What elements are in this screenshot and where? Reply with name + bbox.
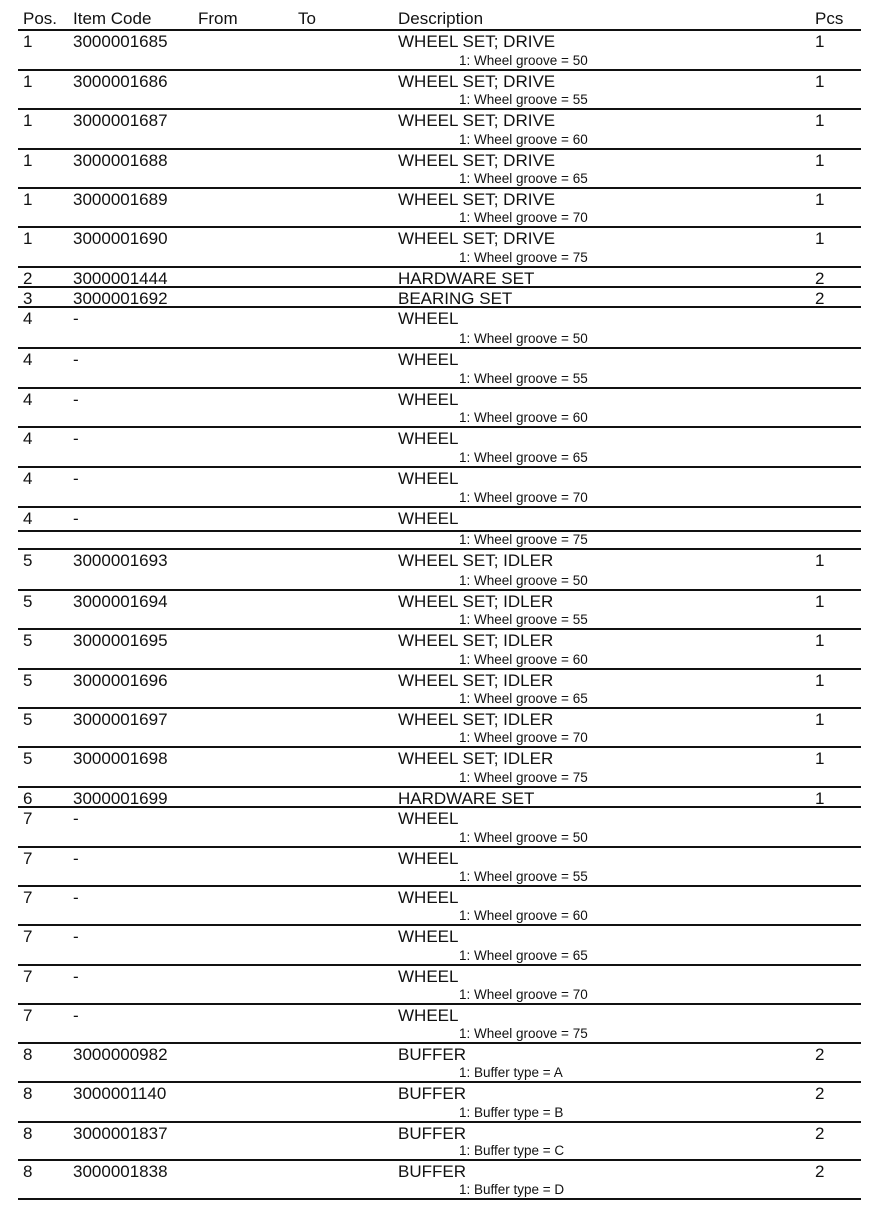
row-pos: 1: [23, 32, 33, 51]
row-item-code: -: [73, 309, 79, 328]
table-row: [18, 189, 861, 228]
table-row: [18, 630, 861, 670]
row-item-code: 3000001688: [73, 151, 168, 170]
row-item-code: 3000001689: [73, 190, 168, 209]
row-description: WHEEL SET; DRIVE: [398, 151, 556, 170]
table-row: [18, 550, 861, 591]
table-row: [18, 1161, 861, 1200]
table-row: [18, 349, 861, 389]
row-pos: 5: [23, 710, 33, 729]
row-attribute: 1: Wheel groove = 65: [459, 171, 588, 186]
table-row: [18, 468, 861, 508]
row-item-code: 3000001838: [73, 1162, 168, 1181]
row-description: WHEEL: [398, 390, 459, 409]
row-attribute: 1: Wheel groove = 55: [459, 371, 588, 386]
row-pcs: 1: [815, 631, 825, 650]
row-description: WHEEL SET; IDLER: [398, 671, 554, 690]
row-description: WHEEL: [398, 350, 459, 369]
table-row: [18, 1005, 861, 1044]
table-row: [18, 508, 861, 532]
row-pos: 7: [23, 927, 33, 946]
row-pcs: 1: [815, 592, 825, 611]
row-description: WHEEL SET; DRIVE: [398, 72, 556, 91]
row-description: WHEEL SET; DRIVE: [398, 111, 556, 130]
col-from-header: From: [198, 9, 238, 28]
row-description: WHEEL SET; DRIVE: [398, 229, 556, 248]
row-pos: 8: [23, 1162, 33, 1181]
row-pos: 5: [23, 671, 33, 690]
row-attribute: 1: Buffer type = D: [459, 1182, 565, 1197]
row-description: BUFFER: [398, 1124, 466, 1143]
row-item-code: -: [73, 469, 79, 488]
row-pos: 6: [23, 789, 33, 808]
row-description: BEARING SET: [398, 289, 513, 308]
table-row: [18, 1123, 861, 1161]
row-pos: 4: [23, 309, 33, 328]
row-pos: 7: [23, 888, 33, 907]
row-pcs: 1: [815, 111, 825, 130]
table-row: [18, 748, 861, 788]
row-item-code: 3000001699: [73, 789, 168, 808]
row-attribute: 1: Wheel groove = 55: [459, 869, 588, 884]
row-attribute: 1: Wheel groove = 60: [459, 410, 588, 425]
row-pcs: 1: [815, 151, 825, 170]
table-row: [18, 788, 861, 808]
row-description: WHEEL: [398, 509, 459, 528]
row-item-code: -: [73, 849, 79, 868]
row-pcs: 2: [815, 1045, 825, 1064]
row-item-code: -: [73, 927, 79, 946]
row-item-code: 3000001690: [73, 229, 168, 248]
row-pcs: 2: [815, 289, 825, 308]
row-attribute: 1: Wheel groove = 75: [459, 250, 588, 265]
row-attribute: 1: Wheel groove = 50: [459, 830, 588, 845]
table-row: [18, 110, 861, 150]
table-row: [18, 428, 861, 468]
row-pos: 1: [23, 229, 33, 248]
row-item-code: 3000001697: [73, 710, 168, 729]
row-pos: 1: [23, 151, 33, 170]
table-row: [18, 268, 861, 288]
row-attribute: 1: Wheel groove = 65: [459, 948, 588, 963]
row-attribute: 1: Wheel groove = 50: [459, 573, 588, 588]
table-row: [18, 1083, 861, 1123]
table-row: [18, 150, 861, 189]
row-item-code: -: [73, 390, 79, 409]
row-pos: 4: [23, 509, 33, 528]
row-attribute: 1: Wheel groove = 65: [459, 450, 588, 465]
row-description: WHEEL: [398, 849, 459, 868]
row-attribute: 1: Wheel groove = 65: [459, 691, 588, 706]
row-pos: 7: [23, 1006, 33, 1025]
row-description: WHEEL SET; IDLER: [398, 710, 554, 729]
col-to-header: To: [298, 9, 316, 28]
row-item-code: -: [73, 350, 79, 369]
row-pcs: 1: [815, 710, 825, 729]
row-pos: 8: [23, 1084, 33, 1103]
row-pcs: 2: [815, 1162, 825, 1181]
row-item-code: -: [73, 509, 79, 528]
col-description-header: Description: [398, 9, 484, 28]
row-pos: 5: [23, 592, 33, 611]
table-row: [18, 808, 861, 848]
table-row: [18, 670, 861, 709]
col-pos-header: Pos.: [23, 9, 58, 28]
table-row: [18, 887, 861, 926]
table-row: [18, 308, 861, 349]
row-pcs: 1: [815, 32, 825, 51]
row-pcs: 1: [815, 551, 825, 570]
row-attribute: 1: Wheel groove = 60: [459, 132, 588, 147]
row-pos: 8: [23, 1045, 33, 1064]
row-item-code: 3000001140: [73, 1084, 167, 1103]
col-pcs-header: Pcs: [815, 9, 844, 28]
row-description: WHEEL SET; IDLER: [398, 749, 554, 768]
table-row: [18, 1044, 861, 1083]
table-row: [18, 532, 861, 550]
row-pos: 5: [23, 551, 33, 570]
row-pos: 4: [23, 429, 33, 448]
row-item-code: 3000000982: [73, 1045, 168, 1064]
row-item-code: 3000001685: [73, 32, 168, 51]
row-description: WHEEL SET; DRIVE: [398, 190, 556, 209]
row-description: WHEEL: [398, 1006, 459, 1025]
row-attribute: 1: Wheel groove = 70: [459, 730, 588, 745]
row-description: HARDWARE SET: [398, 269, 535, 288]
row-attribute: 1: Wheel groove = 55: [459, 92, 588, 107]
row-item-code: 3000001693: [73, 551, 168, 570]
row-item-code: -: [73, 888, 79, 907]
row-pos: 1: [23, 111, 33, 130]
row-item-code: -: [73, 429, 79, 448]
table-row: [18, 926, 861, 966]
row-pos: 5: [23, 631, 33, 650]
row-item-code: 3000001686: [73, 72, 168, 91]
table-row: [18, 71, 861, 110]
row-pos: 1: [23, 190, 33, 209]
row-description: WHEEL SET; IDLER: [398, 592, 554, 611]
row-description: WHEEL: [398, 429, 459, 448]
row-pos: 8: [23, 1124, 33, 1143]
row-description: WHEEL: [398, 888, 459, 907]
row-pcs: 1: [815, 671, 825, 690]
row-item-code: 3000001444: [73, 269, 168, 288]
row-attribute: 1: Buffer type = C: [459, 1143, 565, 1158]
row-description: WHEEL: [398, 927, 459, 946]
row-pcs: 2: [815, 1084, 825, 1103]
row-description: WHEEL: [398, 309, 459, 328]
row-attribute: 1: Buffer type = B: [459, 1105, 564, 1120]
row-attribute: 1: Wheel groove = 70: [459, 490, 588, 505]
table-row: [18, 591, 861, 630]
row-description: WHEEL SET; IDLER: [398, 551, 554, 570]
row-attribute: 1: Buffer type = A: [459, 1065, 563, 1080]
table-row: [18, 848, 861, 887]
row-item-code: 3000001696: [73, 671, 168, 690]
row-item-code: 3000001695: [73, 631, 168, 650]
row-pcs: 2: [815, 1124, 825, 1143]
row-description: WHEEL SET; IDLER: [398, 631, 554, 650]
row-pcs: 1: [815, 190, 825, 209]
row-description: WHEEL: [398, 967, 459, 986]
row-item-code: 3000001694: [73, 592, 168, 611]
row-attribute: 1: Wheel groove = 55: [459, 612, 588, 627]
row-attribute: 1: Wheel groove = 70: [459, 210, 588, 225]
row-pos: 5: [23, 749, 33, 768]
row-attribute: 1: Wheel groove = 75: [459, 1026, 588, 1041]
row-pos: 4: [23, 350, 33, 369]
row-pcs: 1: [815, 749, 825, 768]
row-attribute: 1: Wheel groove = 50: [459, 53, 588, 68]
table-row: [18, 288, 861, 308]
row-attribute: 1: Wheel groove = 50: [459, 331, 588, 346]
row-pos: 2: [23, 269, 33, 288]
row-pcs: 1: [815, 72, 825, 91]
row-attribute: 1: Wheel groove = 70: [459, 987, 588, 1002]
row-attribute: 1: Wheel groove = 75: [459, 532, 588, 547]
row-pos: 3: [23, 289, 33, 308]
col-item-code-header: Item Code: [73, 9, 152, 28]
row-description: BUFFER: [398, 1045, 466, 1064]
row-item-code: 3000001837: [73, 1124, 168, 1143]
table-row: [18, 31, 861, 71]
row-description: BUFFER: [398, 1084, 466, 1103]
row-pos: 4: [23, 390, 33, 409]
row-attribute: 1: Wheel groove = 75: [459, 770, 588, 785]
row-description: WHEEL SET; DRIVE: [398, 32, 556, 51]
row-item-code: 3000001692: [73, 289, 168, 308]
row-description: HARDWARE SET: [398, 789, 535, 808]
row-pcs: 1: [815, 789, 825, 808]
row-attribute: 1: Wheel groove = 60: [459, 652, 588, 667]
row-description: WHEEL: [398, 469, 459, 488]
row-item-code: -: [73, 967, 79, 986]
table-row: [18, 966, 861, 1005]
row-pos: 7: [23, 849, 33, 868]
row-pos: 7: [23, 809, 33, 828]
row-item-code: -: [73, 809, 79, 828]
table-header: [18, 8, 861, 31]
row-description: BUFFER: [398, 1162, 466, 1181]
row-item-code: -: [73, 1006, 79, 1025]
row-attribute: 1: Wheel groove = 60: [459, 908, 588, 923]
row-pcs: 1: [815, 229, 825, 248]
row-pos: 7: [23, 967, 33, 986]
table-row: [18, 389, 861, 428]
table-row: [18, 709, 861, 748]
row-pcs: 2: [815, 269, 825, 288]
row-item-code: 3000001687: [73, 111, 168, 130]
table-row: [18, 228, 861, 268]
row-pos: 4: [23, 469, 33, 488]
row-pos: 1: [23, 72, 33, 91]
row-description: WHEEL: [398, 809, 459, 828]
row-item-code: 3000001698: [73, 749, 168, 768]
